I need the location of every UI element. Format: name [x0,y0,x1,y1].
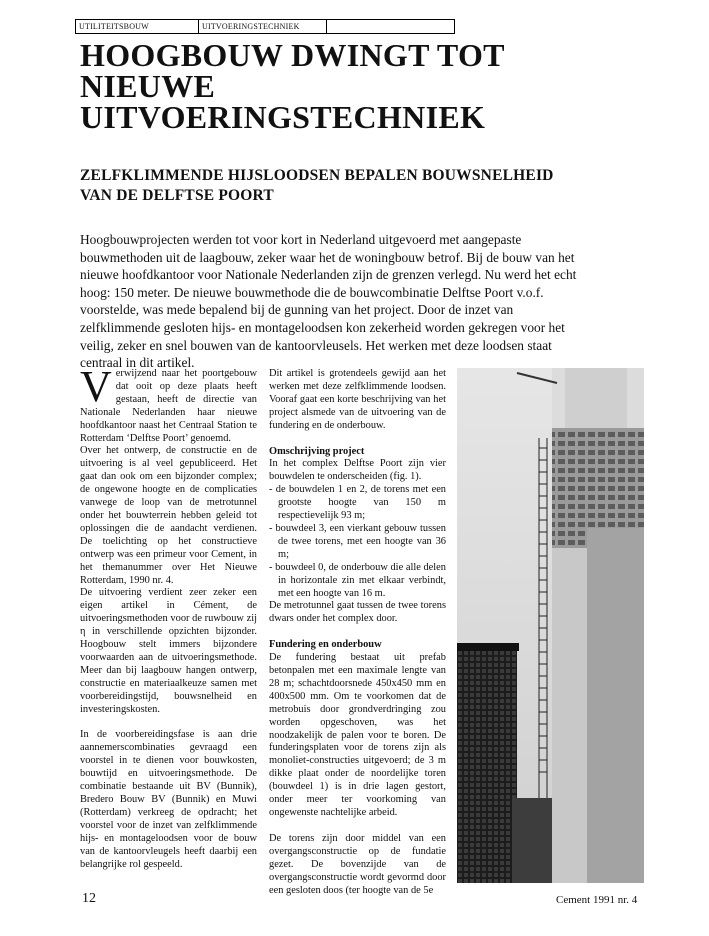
page-number: 12 [82,891,96,906]
header-cell-category: UTILITEITSBOUW [76,20,199,33]
section-heading: Omschrijving project [269,445,365,457]
list-item: - de bouwdelen 1 en 2, de torens met een grootste hoogte van 150 m respectievelijk 93 m; [269,484,446,522]
paragraph: Dit artikel is grotendeels gewijd aan het werken met deze zelfklimmende loodsen. Vooraf gaat een korte beschrijving van het project alsmede van de uitvoering van de fundering en de onderbouw. [269,368,446,431]
list-item: - bouwdeel 3, een vierkant gebouw tussen de twee torens, met een hoogte van 36 m; [269,522,446,560]
list-item: - bouwdeel 0, de onderbouw die alle delen in horizontale zin met elkaar verbindt, met een hoogte van 16 m. [269,561,446,599]
drop-cap: V [80,362,112,411]
article-subtitle: ZELFKLIMMENDE HIJSLOODSEN BEPALEN BOUWSNELHEID VAN DE DELFTSE POORT [80,167,554,204]
article-title: HOOGBOUW DWINGT TOT NIEUWE UITVOERINGSTECHNIEK [80,37,505,135]
paragraph: De uitvoering verdient zeer zeker een eigen artikel in Cément, de uitvoeringsmethoden voor de ruwbouw zij η in verschillende opzichten bijzonder. Hoogbouw stelt immers bijzondere voorwaarden aan de uitvoeringsmethode. Meer dan bij laagbouw hangen ontwerp, constructie en materiaalkeuze samen met voorbereidingstijd, bouwsnelheid en investeringskosten. [80,587,257,715]
publication-source: Cement 1991 nr. 4 [556,894,638,906]
header-cell-topic: UITVOERINGSTECHNIEK [199,20,327,33]
paragraph: Over het ontwerp, de constructie en de uitvoering is al veel gepubliceerd. Het gaat dan ook om een bijzonder complex; de ongewone hoogte en de complicaties vanwege de loop van de metrotunnel onder het bouwterrein hebben geleid tot oplossingen die de aandacht verdienen. De toelichting op het constructieve ontwerp was een primeur voor Cement, in het themanummer over Het Nieuwe Rotterdam, 1990 nr. 4. [80,445,257,586]
paragraph: In de voorbereidingsfase is aan drie aannemerscombinaties gevraagd een voorstel in te dienen voor bouwkosten, bouwtijd en uitvoeringsmethode. De combinatie bestaande uit BV (Bunnik), Bredero Bouw BV (Bunnik) en Muwi (Rotterdam) verkreeg de opdracht; het voorstel voor de inzet van zelfklimmende hijs- en montageloodsen voor de bouw van de kantoorvleugels heeft daarbij een belangrijke rol gespeeld. [80,729,257,870]
article-intro: Hoogbouwprojecten werden tot voor kort in Nederland uitgevoerd met aangepaste bouwmethoden uit de laagbouw, zeker waar het de woningbouw betrof. Bij de bouw van het nieuwe hoofdkantoor voor Nationale Nederlanden zijn de grenzen verlegd. Nu werd het echt hoog: 150 meter. De nieuwe bouwmethode die de bouwcombinatie Delftse Poort v.o.f. voorstelde, was mede bepalend bij de gunning van het project. Door de inzet van zelfklimmende gesloten hijs- en montageloodsen kon zekerheid worden gekregen voor het veilig, zeker en snel bouwen van de kantoorvleusels. Het werken met deze loodsen staat centraal in dit artikel. [80,232,577,371]
paragraph: De torens zijn door middel van een overgangsconstructie op de fundatie gezet. De bovenzijde van de overgangsconstructie wordt gevormd door een gesloten doos (ter hoogte van de 5e [269,832,446,896]
paragraph: In het complex Delftse Poort zijn vier bouwdelen te onderscheiden (fig. 1). [269,458,446,483]
text-column-2 [269,368,446,897]
paragraph: De fundering bestaat uit prefab betonpalen met een maximale lengte van 28 m; schachtdoorsnede 450x450 mm en 400x500 mm. Om te voorkomen dat de metrobuis door grondverdringing zou worden opgeschoven, was het noodzakelijk de palen voor te boren. De funderingsplaten voor de torens zijn als monoliet-constructies uitgevoerd; de 3 m dikke plaat onder de noordelijke toren (bouwdeel 1) is in drie lagen gestort, onder meer ter voorkoming van ongewenste nachtelijke arbeid. [269,652,446,818]
section-heading: Fundering en onderbouw [269,639,382,651]
header-cell-empty [327,20,454,33]
paragraph: De metrotunnel gaat tussen de twee torens dwars onder het complex door. [269,600,446,625]
construction-photo [457,368,644,883]
section-header [75,19,455,34]
paragraph: erwijzend naar het poortgebouw dat ooit op deze plaats heeft gestaan, heeft de directie van Nationale Nederlanden haar nieuwe hoofdkantoor naast het Centraal Station te Rotterdam ‘Delftse Poort’ genoemd. [80,368,257,444]
text-column-1 [80,362,257,871]
